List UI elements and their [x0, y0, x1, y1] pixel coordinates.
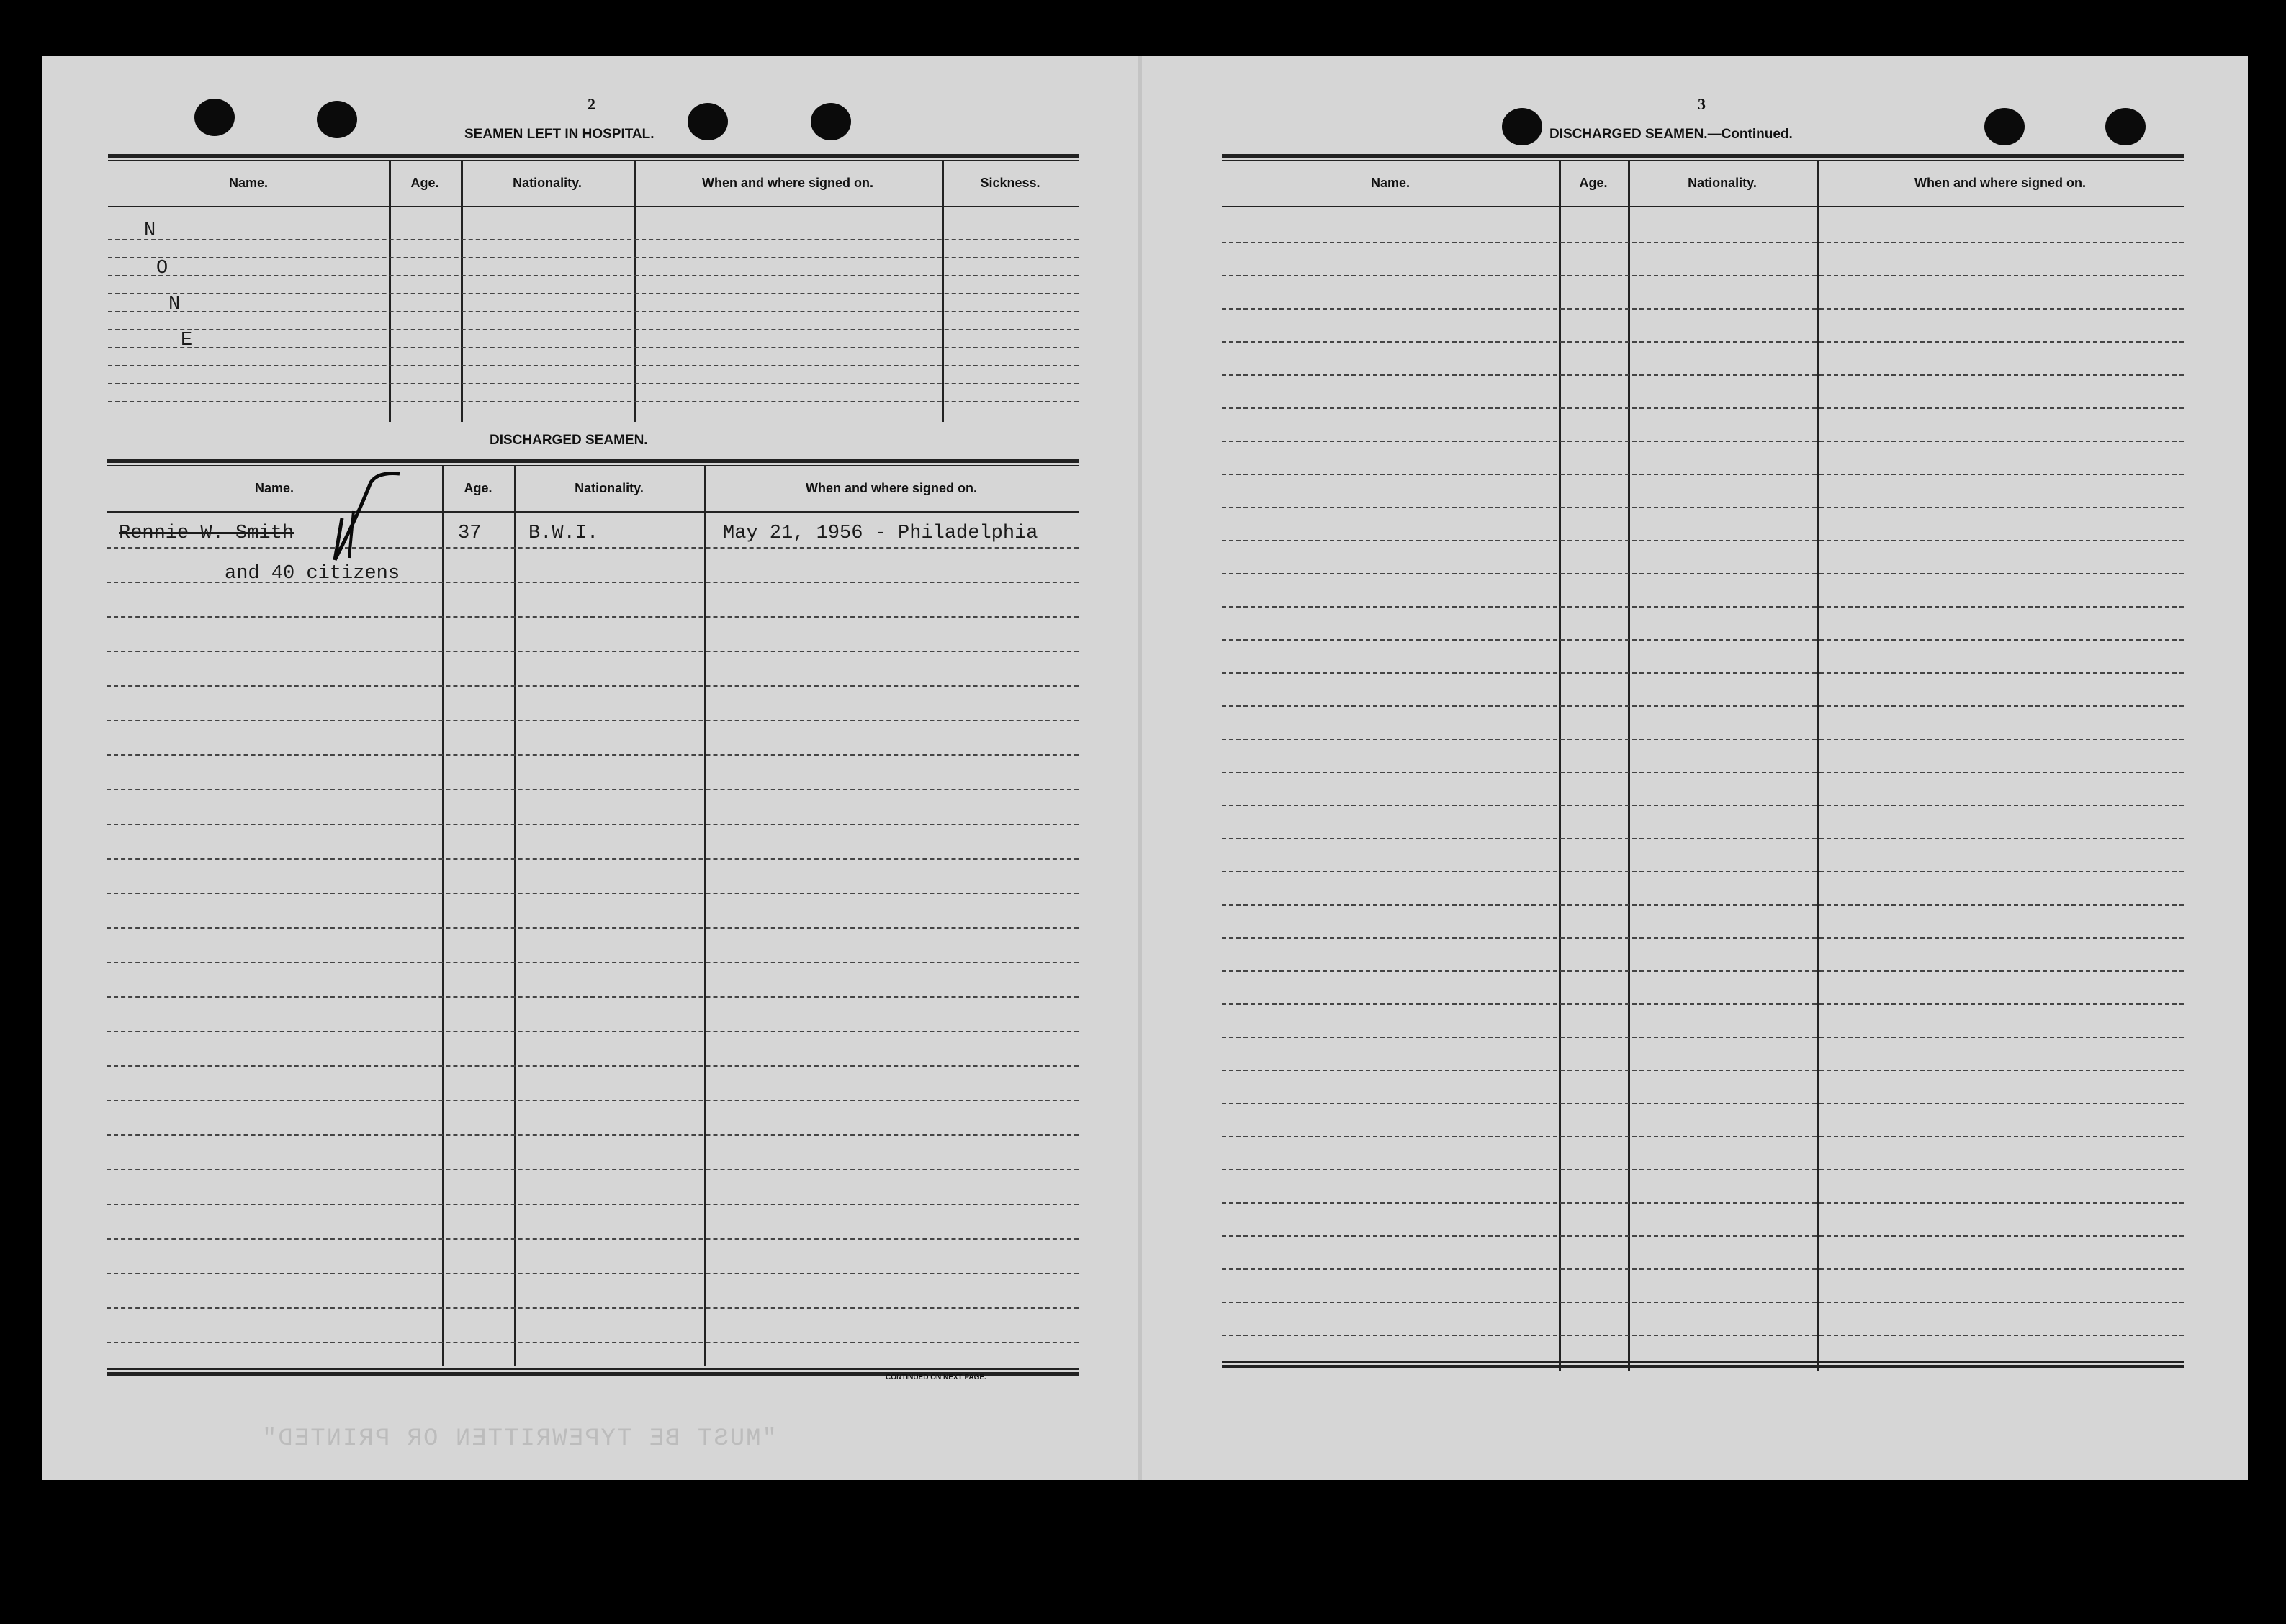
col-header-name: Name.: [254, 481, 294, 495]
col-header-sickness: Sickness.: [980, 176, 1040, 190]
hospital-entry-letter: N: [168, 294, 181, 315]
hospital-table: [108, 154, 1079, 420]
seaman-nationality: B.W.I.: [528, 523, 599, 544]
hospital-entry-letter: O: [156, 258, 168, 279]
punch-hole: [1502, 108, 1542, 145]
discharged-note: and 40 citizens: [225, 563, 400, 585]
typewritten-stamp: "MUST BE TYPEWRITTEN OR PRINTED": [261, 1425, 777, 1453]
page-number: 2: [588, 95, 595, 113]
col-header-signed-on: When and where signed on.: [1914, 176, 2087, 190]
hospital-entry-letter: E: [181, 330, 193, 351]
punch-hole: [194, 99, 235, 136]
col-header-age: Age.: [410, 176, 439, 190]
hospital-entry-letter: N: [144, 220, 156, 242]
punch-hole: [1984, 108, 2025, 145]
continued-note: CONTINUED ON NEXT PAGE.: [886, 1373, 986, 1381]
col-header-nationality: Nationality.: [575, 481, 644, 495]
hospital-title: SEAMEN LEFT IN HOSPITAL.: [464, 127, 654, 142]
punch-hole: [317, 101, 357, 138]
page-fold: [1138, 56, 1142, 1480]
col-header-nationality: Nationality.: [513, 176, 582, 190]
discharged-continued-table: [1222, 154, 2184, 1371]
col-header-name: Name.: [228, 176, 269, 190]
col-header-name: Name.: [1370, 176, 1410, 190]
discharged-title: DISCHARGED SEAMEN.: [490, 433, 648, 448]
seaman-name: Rennie W. Smith: [119, 523, 294, 544]
col-header-signed-on: When and where signed on.: [701, 176, 874, 190]
col-header-nationality: Nationality.: [1688, 176, 1757, 190]
col-header-age: Age.: [1579, 176, 1608, 190]
punch-hole: [688, 103, 728, 140]
punch-hole: [2105, 108, 2146, 145]
punch-hole: [811, 103, 851, 140]
discharged-table: [107, 459, 1079, 1366]
col-header-signed-on: When and where signed on.: [805, 481, 978, 495]
page-number: 3: [1698, 95, 1706, 113]
seaman-age: 37: [458, 523, 482, 544]
seaman-signed-on: May 21, 1956 - Philadelphia: [723, 523, 1038, 544]
handwritten-check-mark: [328, 468, 414, 569]
discharged-continued-title: DISCHARGED SEAMEN.—Continued.: [1549, 127, 1793, 142]
col-header-age: Age.: [464, 481, 492, 495]
